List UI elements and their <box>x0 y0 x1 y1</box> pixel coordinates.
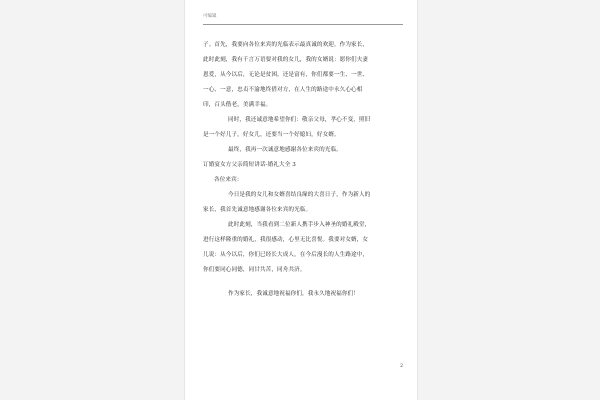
text-line: 此时此刻，我有千言万语要对我的女儿，我的女婿说：愿你们夫妻 <box>203 57 369 63</box>
text-line: 恩爱，从今以后，无论是贫困，还是富有，你们都要一生、一世、 <box>203 72 369 78</box>
header-label: 可编辑 <box>203 14 217 19</box>
page-header <box>203 10 403 25</box>
text-line: 今日是我的女儿和女婿喜结良缘的大喜日子，作为新人的 <box>228 192 371 198</box>
text-line: 家长，我首先诚意地感谢各位来宾的光临。 <box>203 207 312 213</box>
text-line: 是一个好儿子，好女儿，还要当一个好媳妇，好女婿。 <box>203 132 340 138</box>
document-body <box>203 38 403 302</box>
text-line: 进行这样隆重的婚礼，我很感动，心里无比喜悦。我要对女婿，女 <box>203 237 369 243</box>
text-line: 子。首先，我要向各位来宾的光临表示最真诚的欢迎。作为家长， <box>203 42 369 48</box>
text-line: 你们要同心同德，同甘共苦，同舟共济。 <box>203 267 306 273</box>
text-line: 此时此刻，当我看到二位新人携手步入神圣的婚礼殿堂， <box>228 222 371 228</box>
salutation: 各位来宾： <box>214 177 243 183</box>
text-line: 同时，我还诚意地希望你们：敬亲父母，孝心不变，照旧 <box>228 117 371 123</box>
text-line: 印，百头偕老，美满幸福。 <box>203 102 272 108</box>
page-number: 2 <box>400 364 403 369</box>
document-page <box>184 0 418 400</box>
text-line: 作为家长，我诚意地祝福你们，我永久地祝福你们！ <box>228 291 359 297</box>
section-title: 订婚宴女方父亲简短讲话-婚礼大全 3 <box>203 162 296 168</box>
text-line: 儿说：从今以后，你们已经长大成人，在今后漫长的人生路途中， <box>203 252 369 258</box>
text-line: 最终，我再一次诚意地感谢各位来宾的光临。 <box>228 147 342 153</box>
text-line: 一心、一意，忠贞不渝地终借对方，在人生的路途中永久心心相 <box>203 87 363 93</box>
